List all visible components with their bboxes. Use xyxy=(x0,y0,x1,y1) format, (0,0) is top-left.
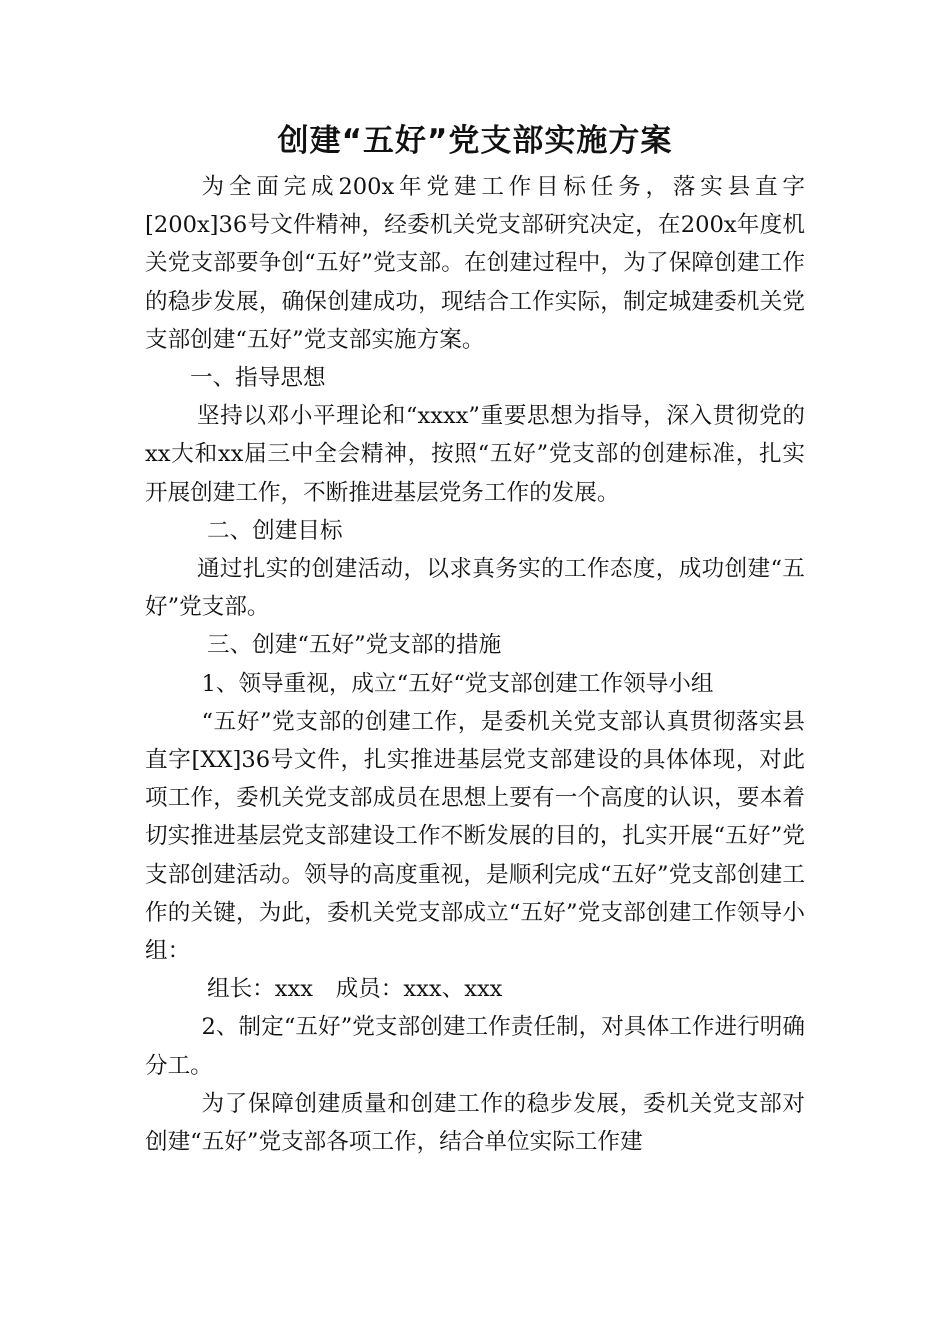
measure-1-heading: 1、领导重视，成立“五好“党支部创建工作领导小组 xyxy=(201,670,714,697)
document-title: 创建“五好”党支部实施方案 xyxy=(277,123,673,159)
intro-paragraph: 为全面完成200x年党建工作目标任务，落实县直字[200x]36号文件精神，经委机关党支部研究决定，在200x年度机关党支部要争创“五好”党支部。在创建过程中，为了保障创建工作的稳步发展，确保创建成功，现结合工作实际，制定城建委机关党支部创建“五好”党支部实施方案。 xyxy=(145,174,805,353)
guiding-ideology-paragraph: 坚持以邓小平理论和“xxxx”重要思想为指导，深入贯彻党的xx大和xx届三中全会精神，按照“五好”党支部的创建标准，扎实开展创建工作，不断推进基层党务工作的发展。 xyxy=(145,403,805,506)
section-heading-goals: 二、创建目标 xyxy=(207,517,343,544)
leadership-members-line: 组长：xxx 成员：xxx、xxx xyxy=(207,976,503,1003)
section-heading-guiding-ideology: 一、指导思想 xyxy=(190,365,326,392)
measure-2-paragraph: 为了保障创建质量和创建工作的稳步发展，委机关党支部对创建“五好”党支部各项工作，结合单位实际工作建 xyxy=(145,1090,805,1156)
measure-1-paragraph: “五好”党支部的创建工作，是委机关党支部认真贯彻落实县直字[XX]36号文件，扎实推进基层党支部建设的具体体现，对此项工作，委机关党支部成员在思想上要有一个高度的认识，要本着切实推进基层党支部建设工作不断发展的目的，扎实开展“五好”党支部创建活动。领导的高度重视，是顺利完成“五好”党支部创建工作的关键，为此，委机关党支部成立“五好”党支部创建工作领导小组： xyxy=(145,708,805,965)
goals-paragraph: 通过扎实的创建活动，以求真务实的工作态度，成功创建“五好”党支部。 xyxy=(145,556,805,621)
document-body xyxy=(145,168,805,1161)
measure-2-heading: 2、制定“五好”党支部创建工作责任制，对具体工作进行明确分工。 xyxy=(145,1014,805,1079)
section-heading-measures: 三、创建“五好”党支部的措施 xyxy=(207,632,502,659)
